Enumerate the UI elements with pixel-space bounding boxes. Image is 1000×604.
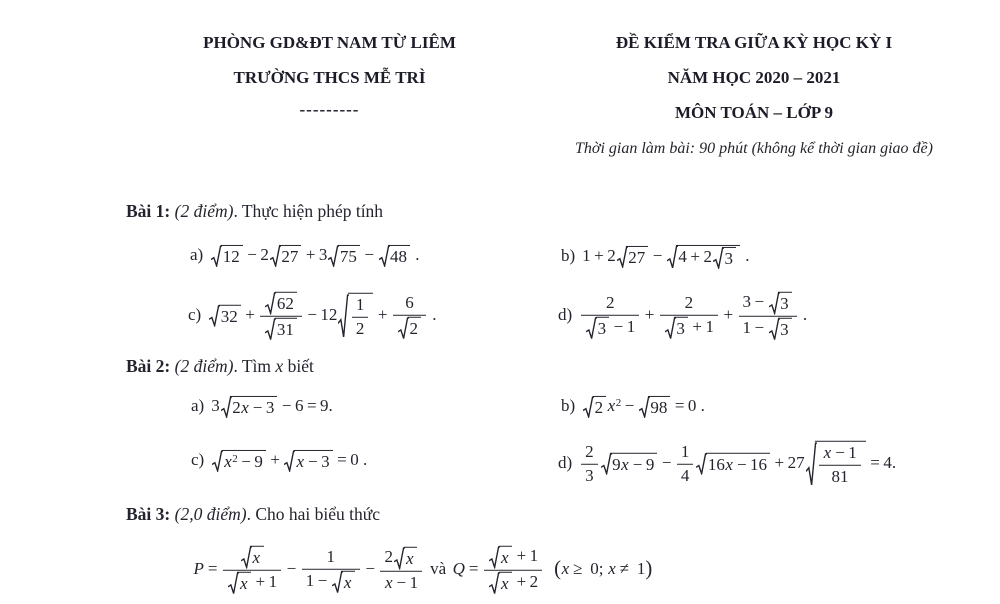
expression-P: P = x x + 1 − 1 1 − x − 2 x x − 1	[193, 559, 424, 578]
item-expression: $\frac{2}{3}$ 9x − 9 − $\frac{1}{4}$ 16x − 16 + 27 $\frac{x - 1}{81}$ = 4.	[579, 453, 896, 472]
problem-2-task-pre: . Tìm	[233, 356, 276, 376]
problem-1-item-b	[561, 245, 749, 269]
problem-2-label: Bài 2:	[126, 356, 171, 376]
problem-2-variable: x	[275, 356, 284, 376]
problem-3-expressions	[193, 546, 652, 594]
item-label: a)	[191, 395, 205, 415]
problem-1-item-d	[558, 292, 807, 340]
item-label: b)	[561, 395, 576, 415]
problem-1-points: (2 điểm)	[174, 201, 234, 221]
problem-1-label: Bài 1:	[126, 201, 171, 221]
separator-dashes: ---------	[299, 100, 360, 119]
conjunction-text: và	[430, 558, 447, 578]
problem-2-points: (2 điểm)	[174, 356, 234, 376]
school-name: TRƯỜNG THCS MỄ TRÌ	[233, 68, 426, 87]
item-expression: 3 2x − 3 − 6 = 9.	[211, 395, 333, 418]
domain-condition: (x ≥ 0; x ≠ 1)	[554, 557, 653, 580]
problem-1-task: . Thực hiện phép tính	[233, 201, 384, 221]
problem-1-title	[126, 201, 383, 222]
item-label: d)	[558, 452, 573, 472]
problem-2-task-post: biết	[283, 356, 314, 376]
problem-3-title	[126, 504, 380, 525]
item-expression: 32 + $\frac{62}{31}$ − 12 $\frac{1}{2}$ + $\frac{6}{2}$ .	[208, 305, 436, 324]
item-label: c)	[191, 449, 205, 469]
school-year: NĂM HỌC 2020 – 2021	[667, 68, 841, 87]
problem-3-label: Bài 3:	[126, 504, 171, 524]
expression-Q: Q = x + 1 x + 2	[452, 559, 544, 578]
exam-title-block	[516, 25, 992, 162]
problem-2-item-d	[558, 441, 896, 487]
issuing-authority-block	[132, 25, 527, 125]
item-expression: 12 − 2 27 + 3 75 − 48 .	[210, 245, 419, 264]
exam-title: ĐỀ KIỂM TRA GIỮA KỲ HỌC KỲ I	[615, 33, 893, 52]
problem-2-item-c	[191, 450, 367, 472]
item-label: b)	[561, 245, 576, 265]
item-expression: 2 3 − 1 + 2 3 + 1 + 3 − 3 1 − 3 .	[579, 305, 807, 324]
department-name: PHÒNG GD&ĐT NAM TỪ LIÊM	[203, 33, 456, 52]
item-label: a)	[190, 244, 204, 264]
problem-2-item-b	[561, 396, 705, 418]
time-limit: Thời gian làm bài: 90 phút (không kể thời gian giao đề)	[575, 140, 933, 157]
subject-grade: MÔN TOÁN – LỚP 9	[674, 103, 834, 122]
item-expression: 2 $x^2$ − 98 = 0 .	[582, 396, 705, 415]
problem-2-title	[126, 356, 314, 377]
item-label: c)	[188, 304, 202, 324]
item-expression: $x^2 - 9$ + x − 3 = 0 .	[211, 450, 367, 469]
item-label: d)	[558, 304, 573, 324]
problem-1-item-c	[188, 292, 437, 340]
item-expression: 1 + 2 27 − 4 + 2 3 .	[582, 245, 750, 269]
problem-2-item-a	[191, 396, 333, 418]
problem-3-task: . Cho hai biểu thức	[246, 504, 380, 524]
problem-3-points: (2,0 điểm)	[174, 504, 247, 524]
problem-1-item-a	[190, 245, 420, 267]
